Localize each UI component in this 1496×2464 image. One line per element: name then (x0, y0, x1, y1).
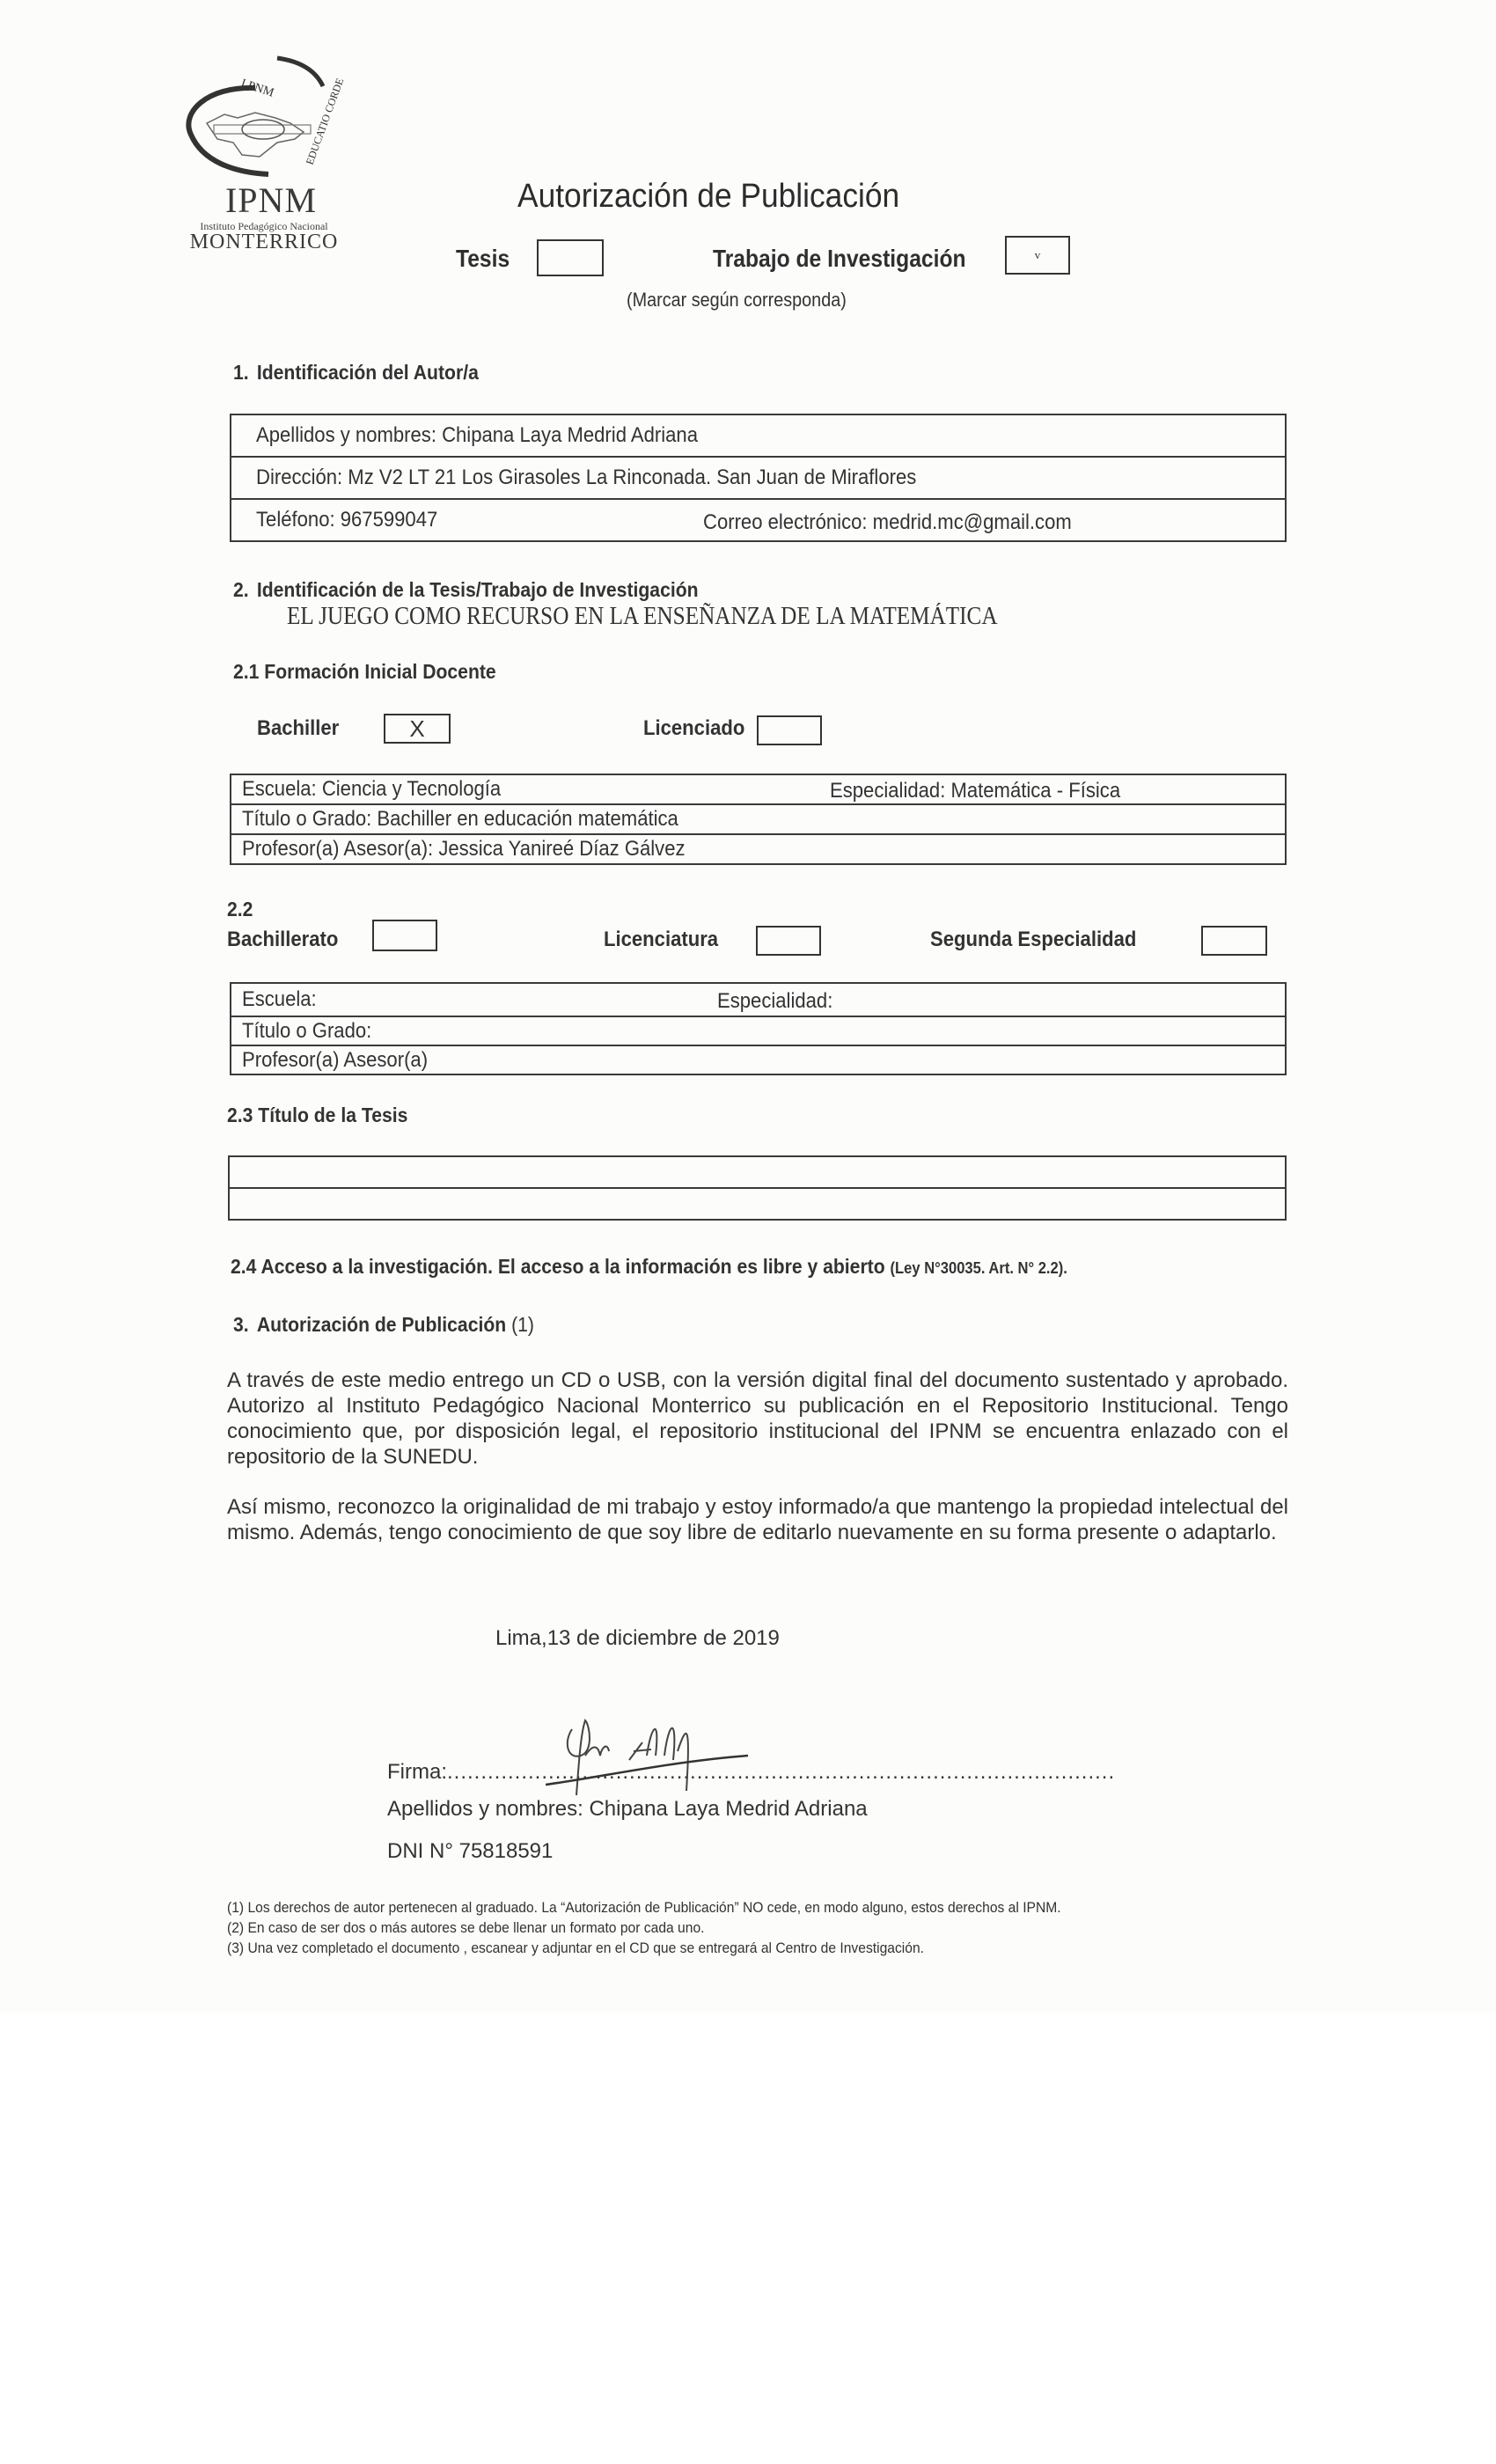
logo-institution: Instituto Pedagógico Nacional (200, 220, 328, 232)
licenciatura-label: Licenciatura (604, 928, 719, 951)
signature-dots: ................................................................................................... (447, 1760, 1116, 1784)
section-2-2-heading: 2.2 (227, 898, 253, 920)
author-phone-field: Teléfono: 967599047 (256, 508, 438, 532)
thesis-title-line-1 (229, 1156, 1286, 1188)
ipnm-logo (172, 51, 356, 262)
logo-city: MONTERRICO (189, 231, 339, 253)
tesis-label: Tesis (456, 245, 510, 272)
author-table (230, 414, 1287, 542)
specialty-field-2-2: Especialidad: (717, 989, 833, 1013)
section-3-heading: 3. Autorización de Publicación (1) (233, 1313, 534, 1336)
advisor-field: Profesor(a) Asesor(a): Jessica Yanireé Díaz Gálvez (231, 834, 1286, 864)
advisor-field-2-2: Profesor(a) Asesor(a) (231, 1045, 1286, 1074)
segunda-especialidad-label: Segunda Especialidad (930, 928, 1137, 951)
trabajo-investigacion-checkbox[interactable]: v (1005, 236, 1070, 275)
school-field: Escuela: Ciencia y Tecnología (242, 777, 502, 801)
firma-label: Firma: (387, 1760, 447, 1784)
logo-acronym: IPNM (224, 180, 318, 220)
svg-text:I PNM: I PNM (238, 77, 276, 100)
footnote-1: (1) Los derechos de autor pertenecen al graduado. La “Autorización de Publicación” NO cede, en modo alguno, estos derechos al IPNM. (227, 1899, 1061, 1916)
footnote-3: (3) Una vez completado el documento , escanear y adjuntar en el CD que se entregará al Centro de Investigación. (227, 1940, 925, 1956)
licenciado-label: Licenciado (643, 716, 745, 740)
thesis-title-table (228, 1155, 1287, 1221)
section-2-4-heading: 2.4 Acceso a la investigación. El acceso a la información es libre y abierto (Ley N°30035. Art. N° 2.2). (231, 1255, 1067, 1278)
authorization-paragraph-1: A través de este medio entrego un CD o USB, con la versión digital final del documento sustentado y aprobado. Autorizo al Instituto Pedagógico Nacional Monterrico su publicación en el Repositorio Institucional. Tengo conocimiento que, por disposición legal, el repositorio institucional del IPNM se encuentra enlazado con el repositorio de la SUNEDU. (227, 1368, 1288, 1469)
handwritten-signature-icon (546, 1707, 757, 1804)
bachillerato-checkbox[interactable] (372, 920, 437, 951)
svg-text:EDUCATIO CORDE: EDUCATIO CORDE (303, 76, 347, 167)
author-name-field: Apellidos y nombres: Chipana Laya Medrid Adriana (231, 414, 1286, 457)
work-title: EL JUEGO COMO RECURSO EN LA ENSEÑANZA DE LA MATEMÁTICA (287, 603, 998, 630)
specialty-field: Especialidad: Matemática - Física (830, 779, 1121, 803)
segunda-especialidad-checkbox[interactable] (1201, 926, 1267, 956)
section-1-heading: 1. Identificación del Autor/a (233, 361, 479, 384)
formation-2-2-table (230, 982, 1287, 1075)
formation-2-1-table (230, 774, 1287, 865)
section-2-heading: 2. Identificación de la Tesis/Trabajo de Investigación (233, 578, 699, 601)
bachiller-label: Bachiller (257, 716, 340, 740)
school-field-2-2: Escuela: (242, 987, 317, 1011)
tesis-checkbox[interactable] (537, 239, 604, 276)
thesis-title-line-2 (229, 1188, 1286, 1220)
authorization-paragraph-2: Así mismo, reconozco la originalidad de mi trabajo y estoy informado/a que mantengo la propiedad intelectual del mismo. Además, tengo conocimiento de que soy libre de editarlo nuevamente en su forma presente o adaptarlo. (227, 1495, 1288, 1544)
law-reference: (Ley N°30035. Art. N° 2.2). (890, 1259, 1067, 1277)
footnote-2: (2) En caso de ser dos o más autores se debe llenar un formato por cada uno. (227, 1919, 705, 1936)
author-email-field: Correo electrónico: medrid.mc@gmail.com (703, 510, 1072, 534)
section-2-3-heading: 2.3 Título de la Tesis (227, 1104, 408, 1126)
logo-emblem-icon (172, 51, 356, 183)
signer-name: Apellidos y nombres: Chipana Laya Medrid Adriana (387, 1797, 868, 1821)
bachillerato-label: Bachillerato (227, 928, 339, 951)
trabajo-investigacion-label: Trabajo de Investigación (713, 245, 966, 272)
page-title: Autorización de Publicación (517, 178, 900, 215)
degree-field-2-2: Título o Grado: (231, 1016, 1286, 1045)
section-2-1-heading: 2.1 Formación Inicial Docente (233, 660, 496, 683)
footnote-ref: (1) (511, 1313, 534, 1336)
place-date: Lima,13 de diciembre de 2019 (495, 1626, 780, 1650)
signer-dni: DNI N° 75818591 (387, 1839, 554, 1863)
licenciado-checkbox[interactable] (757, 715, 822, 745)
licenciatura-checkbox[interactable] (756, 926, 821, 956)
author-address-field: Dirección: Mz V2 LT 21 Los Girasoles La Rinconada. San Juan de Miraflores (231, 457, 1286, 499)
marking-instruction: (Marcar según corresponda) (627, 289, 847, 311)
degree-field: Título o Grado: Bachiller en educación matemática (231, 804, 1286, 834)
bachiller-checkbox[interactable]: X (384, 714, 451, 744)
